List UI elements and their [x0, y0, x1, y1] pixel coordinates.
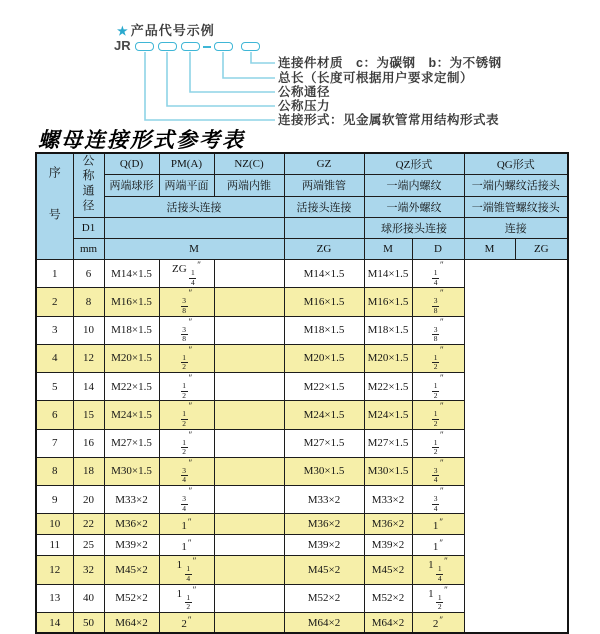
diameter-cell: 10 [73, 316, 104, 344]
m-thread-cell: M36×2 [104, 514, 159, 535]
header-d1: D1 [73, 218, 104, 239]
qg-zg-cell: $\frac{1}{2}$ ″ [412, 373, 464, 401]
gz-zg-cell: 1 $\frac{1}{2}$ ″ [159, 584, 214, 612]
qg-m-cell: M22×1.5 [364, 373, 412, 401]
m-thread-cell: M22×1.5 [104, 373, 159, 401]
qz-d-cell: M45×2 [284, 556, 364, 584]
table-row [36, 612, 568, 633]
header-m: M [104, 239, 284, 260]
seq-cell: 7 [36, 429, 73, 457]
qz-m-cell [214, 401, 284, 429]
seq-cell: 14 [36, 612, 73, 633]
header-qg-desc: 一端内螺纹活接头 [464, 175, 568, 197]
m-thread-cell: M52×2 [104, 584, 159, 612]
seq-cell: 4 [36, 344, 73, 372]
header-diameter-label: 公称通径 [81, 154, 95, 214]
header-qg-form: QG形式 [464, 153, 568, 175]
qg-m-cell: M24×1.5 [364, 401, 412, 429]
table-row [36, 584, 568, 612]
code-box-connection [135, 42, 154, 51]
qz-d-cell: M33×2 [284, 486, 364, 514]
qz-m-cell [214, 288, 284, 316]
qg-m-cell: M33×2 [364, 486, 412, 514]
star-icon: ★ [117, 24, 129, 38]
diameter-cell: 12 [73, 344, 104, 372]
table-row [36, 514, 568, 535]
diameter-cell: 40 [73, 584, 104, 612]
qg-zg-cell: $\frac{3}{4}$ ″ [412, 457, 464, 485]
code-box-length [214, 42, 233, 51]
gz-zg-cell: ZG $\frac{1}{4}$ ″ [159, 260, 214, 288]
product-code-heading-text: 产品代号示例 [130, 23, 215, 38]
code-label-connection: 连接形式：见金属软管常用结构形式表 [278, 113, 500, 127]
header-qz-d: D [412, 239, 464, 260]
m-thread-cell: M39×2 [104, 535, 159, 556]
seq-cell: 8 [36, 457, 73, 485]
diameter-cell: 20 [73, 486, 104, 514]
header-qd-desc: 两端球形 [104, 175, 159, 197]
table-body [36, 260, 568, 634]
qz-d-cell: M22×1.5 [284, 373, 364, 401]
qz-m-cell [214, 556, 284, 584]
qg-zg-cell: $\frac{1}{2}$ ″ [412, 401, 464, 429]
qz-m-cell [214, 316, 284, 344]
m-thread-cell: M33×2 [104, 486, 159, 514]
header-qg-zg: ZG [515, 239, 568, 260]
table-row [36, 260, 568, 288]
qg-zg-cell: $\frac{3}{8}$ ″ [412, 316, 464, 344]
header-mm: mm [73, 239, 104, 260]
qz-d-cell: M20×1.5 [284, 344, 364, 372]
header-nzc: NZ(C) [214, 153, 284, 175]
qg-m-cell: M64×2 [364, 612, 412, 633]
qz-d-cell: M27×1.5 [284, 429, 364, 457]
qg-zg-cell: $\frac{1}{2}$ ″ [412, 429, 464, 457]
table-row [36, 486, 568, 514]
header-qg-taper: 一端锥管螺纹接头 [464, 196, 568, 218]
qg-m-cell: M39×2 [364, 535, 412, 556]
qz-m-cell [214, 486, 284, 514]
qz-d-cell: M16×1.5 [284, 288, 364, 316]
seq-cell: 10 [36, 514, 73, 535]
gz-zg-cell: 2″ [159, 612, 214, 633]
qg-m-cell: M45×2 [364, 556, 412, 584]
m-thread-cell: M14×1.5 [104, 260, 159, 288]
gz-zg-cell: $\frac{3}{4}$ ″ [159, 457, 214, 485]
qz-d-cell: M24×1.5 [284, 401, 364, 429]
table-row [36, 429, 568, 457]
qg-zg-cell: $\frac{1}{2}$ ″ [412, 344, 464, 372]
qg-zg-cell: 2″ [412, 612, 464, 633]
table-row [36, 556, 568, 584]
table-row [36, 457, 568, 485]
diameter-cell: 8 [73, 288, 104, 316]
qz-m-cell [214, 584, 284, 612]
seq-cell: 2 [36, 288, 73, 316]
seq-cell: 13 [36, 584, 73, 612]
page-title: 螺母连接形式参考表 [38, 128, 245, 152]
m-thread-cell: M64×2 [104, 612, 159, 633]
header-qd: Q(D) [104, 153, 159, 175]
diameter-cell: 18 [73, 457, 104, 485]
diameter-cell: 15 [73, 401, 104, 429]
table-row [36, 373, 568, 401]
header-seq [36, 153, 73, 260]
header-gz-desc: 两端锥管 [284, 175, 364, 197]
header-nzc-desc: 两端内锥 [214, 175, 284, 197]
qz-d-cell: M52×2 [284, 584, 364, 612]
qz-d-cell: M39×2 [284, 535, 364, 556]
gz-zg-cell: 1″ [159, 514, 214, 535]
qg-zg-cell: 1 $\frac{1}{4}$ ″ [412, 556, 464, 584]
header-seq-label: 序号 [47, 166, 62, 250]
header-blank-left [104, 218, 284, 239]
header-pma-desc: 两端平面 [159, 175, 214, 197]
diameter-cell: 16 [73, 429, 104, 457]
qz-d-cell: M14×1.5 [284, 260, 364, 288]
header-zg: ZG [284, 239, 364, 260]
seq-cell: 1 [36, 260, 73, 288]
gz-zg-cell: $\frac{1}{2}$ ″ [159, 344, 214, 372]
m-thread-cell: M45×2 [104, 556, 159, 584]
code-box-diameter [181, 42, 200, 51]
seq-cell: 9 [36, 486, 73, 514]
qg-m-cell: M30×1.5 [364, 457, 412, 485]
gz-zg-cell: $\frac{3}{8}$ ″ [159, 316, 214, 344]
code-label-diameter: 公称通径 [278, 85, 331, 99]
header-gz-connection: 活接头连接 [284, 196, 364, 218]
qg-zg-cell: $\frac{1}{4}$ ″ [412, 260, 464, 288]
qg-m-cell: M18×1.5 [364, 316, 412, 344]
qg-m-cell: M20×1.5 [364, 344, 412, 372]
seq-cell: 11 [36, 535, 73, 556]
qz-m-cell [214, 514, 284, 535]
header-union-connection: 活接头连接 [104, 196, 284, 218]
header-qz-form: QZ形式 [364, 153, 464, 175]
qz-m-cell [214, 535, 284, 556]
qg-zg-cell: 1 $\frac{1}{2}$ ″ [412, 584, 464, 612]
qg-zg-cell: $\frac{3}{4}$ ″ [412, 486, 464, 514]
table-row [36, 344, 568, 372]
diameter-cell: 32 [73, 556, 104, 584]
header-qz-external: 一端外螺纹 [364, 196, 464, 218]
gz-zg-cell: 1 $\frac{1}{4}$ ″ [159, 556, 214, 584]
qz-m-cell [214, 344, 284, 372]
m-thread-cell: M30×1.5 [104, 457, 159, 485]
code-box-material [241, 42, 260, 51]
qz-d-cell: M18×1.5 [284, 316, 364, 344]
gz-zg-cell: $\frac{1}{2}$ ″ [159, 401, 214, 429]
seq-cell: 3 [36, 316, 73, 344]
header-qg-m: M [464, 239, 515, 260]
qz-m-cell [214, 612, 284, 633]
qz-d-cell: M30×1.5 [284, 457, 364, 485]
gz-zg-cell: $\frac{1}{2}$ ″ [159, 373, 214, 401]
diameter-cell: 25 [73, 535, 104, 556]
m-thread-cell: M16×1.5 [104, 288, 159, 316]
product-code-heading [117, 20, 215, 39]
qz-m-cell [214, 373, 284, 401]
table-row [36, 288, 568, 316]
seq-cell: 12 [36, 556, 73, 584]
qz-m-cell [214, 457, 284, 485]
header-qz-ball-connection: 球形接头连接 [364, 218, 464, 239]
qg-m-cell: M16×1.5 [364, 288, 412, 316]
diameter-cell: 50 [73, 612, 104, 633]
table-row [36, 535, 568, 556]
qg-m-cell: M14×1.5 [364, 260, 412, 288]
m-thread-cell: M24×1.5 [104, 401, 159, 429]
qz-m-cell [214, 429, 284, 457]
header-qz-m: M [364, 239, 412, 260]
m-thread-cell: M18×1.5 [104, 316, 159, 344]
header-gz: GZ [284, 153, 364, 175]
diameter-cell: 14 [73, 373, 104, 401]
seq-cell: 6 [36, 401, 73, 429]
header-qg-connection: 连接 [464, 218, 568, 239]
diameter-cell: 22 [73, 514, 104, 535]
code-label-pressure: 公称压力 [278, 99, 331, 113]
m-thread-cell: M27×1.5 [104, 429, 159, 457]
qz-d-cell: M36×2 [284, 514, 364, 535]
qz-d-cell: M64×2 [284, 612, 364, 633]
gz-zg-cell: $\frac{1}{2}$ ″ [159, 429, 214, 457]
reference-table [35, 152, 569, 634]
code-label-material: 连接件材质 c：为碳钢 b：为不锈钢 [278, 56, 502, 70]
qg-zg-cell: 1″ [412, 514, 464, 535]
code-box-pressure [158, 42, 177, 51]
qg-m-cell: M27×1.5 [364, 429, 412, 457]
table-row [36, 401, 568, 429]
qg-zg-cell: 1″ [412, 535, 464, 556]
header-qz-desc: 一端内螺纹 [364, 175, 464, 197]
header-blank-gz [284, 218, 364, 239]
table-row [36, 316, 568, 344]
code-dash [203, 46, 211, 48]
gz-zg-cell: 1″ [159, 535, 214, 556]
m-thread-cell: M20×1.5 [104, 344, 159, 372]
qg-m-cell: M52×2 [364, 584, 412, 612]
diameter-cell: 6 [73, 260, 104, 288]
code-label-length: 总长（长度可根据用户要求定制） [278, 71, 474, 85]
gz-zg-cell: $\frac{3}{8}$ ″ [159, 288, 214, 316]
qz-m-cell [214, 260, 284, 288]
qg-m-cell: M36×2 [364, 514, 412, 535]
qg-zg-cell: $\frac{3}{8}$ ″ [412, 288, 464, 316]
header-diameter [73, 153, 104, 218]
code-prefix: JR [114, 38, 131, 53]
gz-zg-cell: $\frac{3}{4}$ ″ [159, 486, 214, 514]
seq-cell: 5 [36, 373, 73, 401]
header-pma: PM(A) [159, 153, 214, 175]
